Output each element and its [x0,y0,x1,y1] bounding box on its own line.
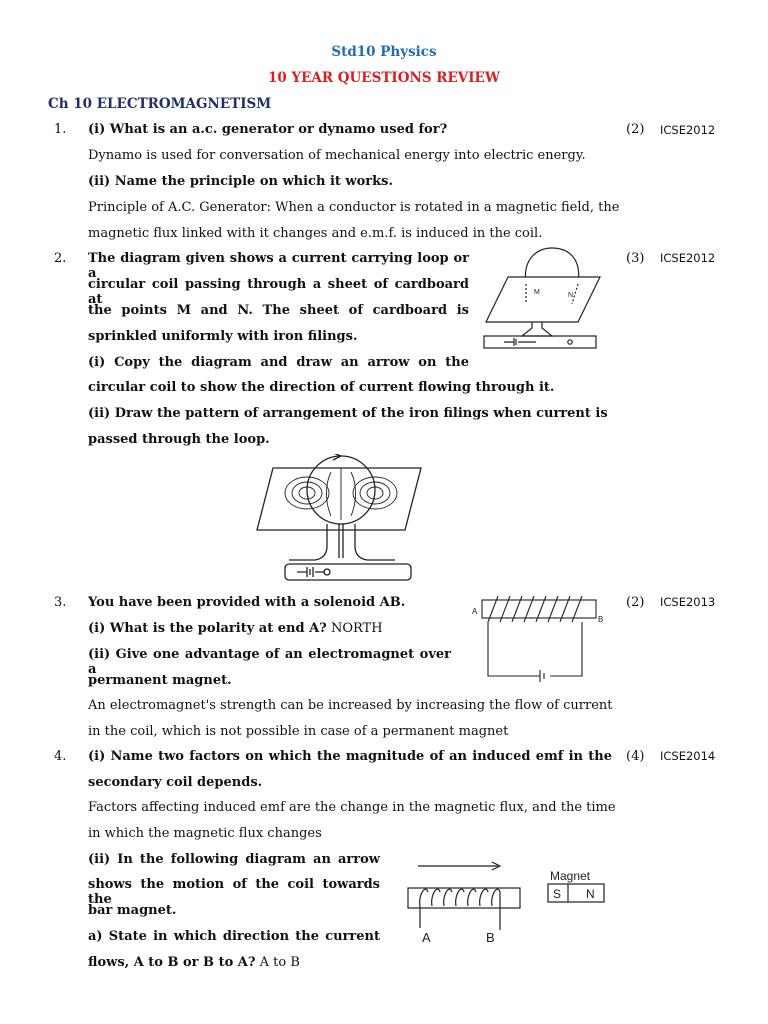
magnet-label: Magnet [550,869,591,883]
marks-badge: (2) [626,595,645,610]
question-text: (ii) Draw the pattern of arrangement of the iron filings when current is [88,406,608,421]
magnet-north-label: N [586,887,595,901]
question-line [88,955,300,970]
base-board [484,336,596,348]
answer-text: in which the magnetic flux changes [88,826,322,841]
cardboard-sheet [486,277,600,322]
answer-text: Factors affecting induced emf are the change in the magnetic flux, and the time [88,800,616,815]
marks-badge: (3) [626,251,645,266]
cardboard-sheet [257,468,421,530]
magnet-south-label: S [553,887,562,901]
exam-source: ICSE2012 [660,123,716,137]
label-b: B [598,615,604,624]
question-line [88,621,383,636]
question-text: sprinkled uniformly with iron filings. [88,329,358,344]
question-text: You have been provided with a solenoid AB. [88,595,406,610]
question-text: (i) What is an a.c. generator or dynamo used for? [88,122,448,137]
question-text: (i) Name two factors on which the magnitude of an induced emf in the [88,749,612,764]
stand [522,322,552,336]
answer-text: Dynamo is used for conversation of mechanical energy into electric energy. [88,148,586,163]
question-text: flows, A to B or B to A? [88,955,256,970]
question-text: (i) What is the polarity at end A? [88,621,327,636]
question-text: secondary coil depends. [88,775,263,790]
answer-text: A to B [259,955,300,970]
label-m: M [534,289,540,296]
wire-right [550,622,582,676]
coil-winding [420,889,500,906]
loop-cardboard-diagram [478,244,604,354]
answer-text: An electromagnet's strength can be increased by increasing the flow of current [88,698,613,713]
exam-source: ICSE2012 [660,251,716,265]
answer-text: Principle of A.C. Generator: When a conductor is rotated in a magnetic field, the [88,200,620,215]
question-text: (ii) In the following diagram an arrow [88,852,380,867]
chapter-heading: Ch 10 ELECTROMAGNETISM [48,96,272,112]
question-number: 1. [54,122,67,137]
question-text: shows the motion of the coil towards the [88,877,380,907]
question-number: 2. [54,251,67,266]
label-n: N [568,292,574,299]
exam-source: ICSE2013 [660,595,716,609]
question-text: bar magnet. [88,903,177,918]
question-text: passed through the loop. [88,432,270,447]
answer-text: NORTH [330,621,383,636]
exam-source: ICSE2014 [660,749,716,763]
page-subtitle: 10 YEAR QUESTIONS REVIEW [267,70,501,86]
question-number: 3. [54,595,67,610]
answer-text: magnetic flux linked with it changes and e.m.f. is induced in the coil. [88,226,543,241]
question-text: the points M and N. The sheet of cardboard is [88,303,469,318]
question-text: The diagram given shows a current carrying loop or a [88,251,469,281]
question-text: a) State in which direction the current [88,929,380,944]
solenoid-diagram [470,592,610,688]
question-text: (ii) Give one advantage of an electromagnet over a [88,647,451,677]
marks-badge: (4) [626,749,645,764]
question-text: (i) Copy the diagram and draw an arrow on the [88,355,469,370]
coil-magnet-diagram [400,858,620,950]
battery-icon [540,670,544,682]
wire-left [488,622,540,676]
iron-filings-diagram [255,454,425,586]
question-text: (ii) Name the principle on which it works. [88,174,393,189]
label-a: A [472,607,478,616]
question-text: circular coil to show the direction of current flowing through it. [88,380,555,395]
marks-badge: (2) [626,122,645,137]
question-text: circular coil passing through a sheet of cardboard at [88,277,469,307]
question-text: permanent magnet. [88,673,232,688]
answer-text: in the coil, which is not possible in case of a permanent magnet [88,724,509,739]
label-b: B [486,930,495,945]
question-number: 4. [54,749,67,764]
page-title: Std10 Physics [331,44,437,60]
label-a: A [422,930,431,945]
